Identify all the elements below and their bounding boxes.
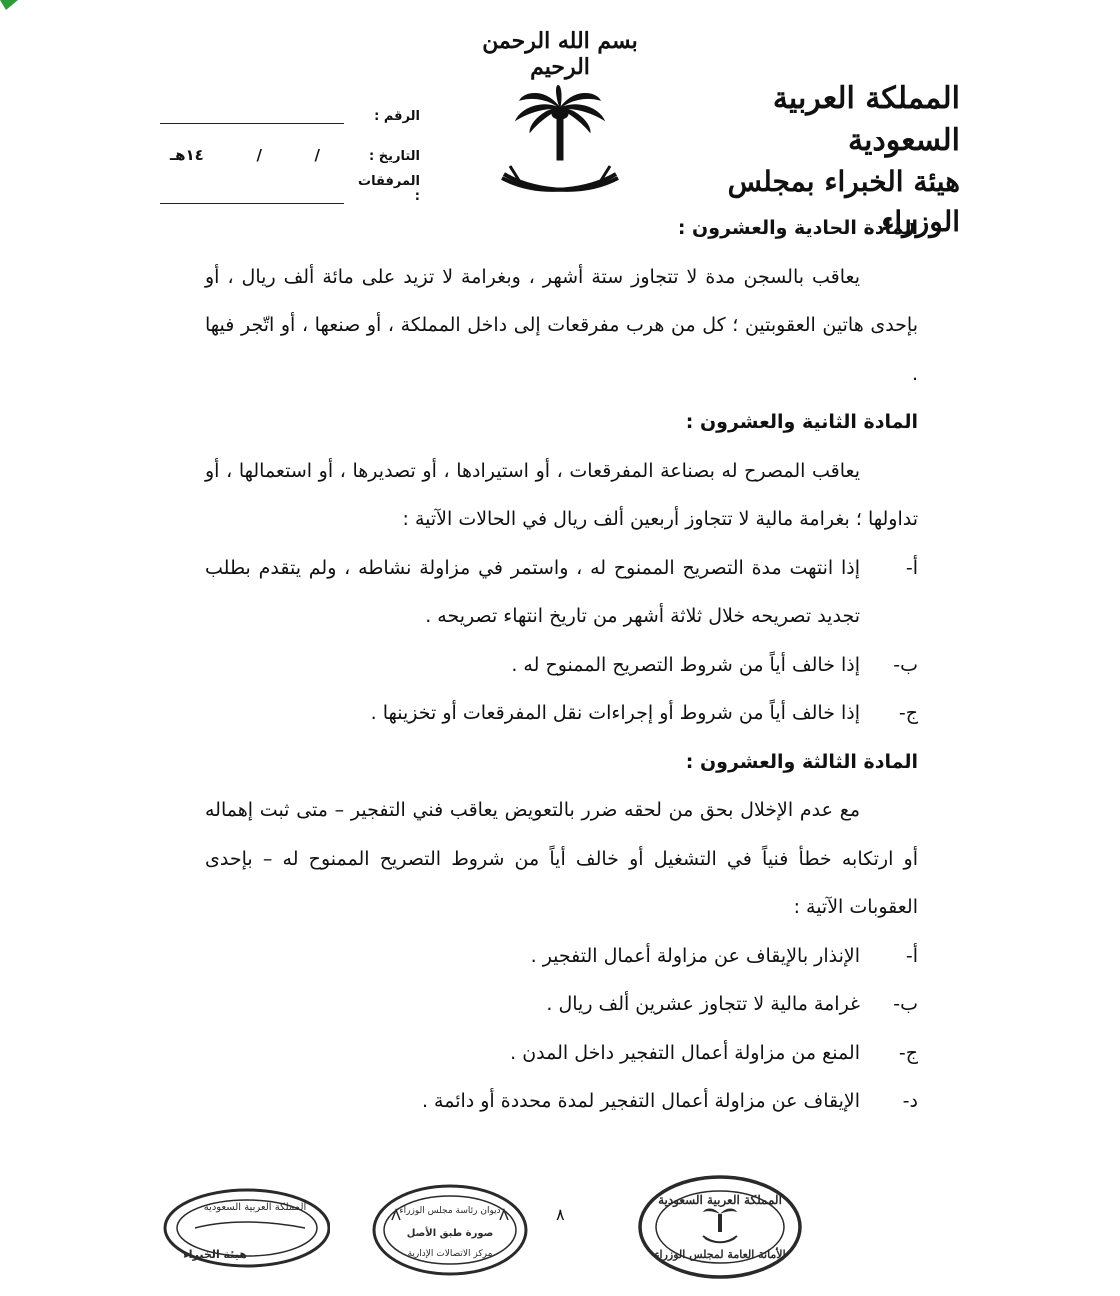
article-23-title: المادة الثالثة والعشرون : xyxy=(685,750,918,773)
article-22-text: يعاقب المصرح له بصناعة المفرقعات ، أو استيرادها ، أو تصديرها ، أو استعمالها ، أو تداولها ؛ بغرامة مالية لا تتجاوز أربعين ألف ريال في الحالات الآتية : xyxy=(205,459,918,530)
list-item xyxy=(205,932,918,981)
svg-text:ديوان رئاسة مجلس الوزراء: ديوان رئاسة مجلس الوزراء xyxy=(399,1206,501,1216)
left-stamp xyxy=(155,1180,330,1270)
item-text: إذا خالف أياً من شروط التصريح الممنوح له . xyxy=(511,653,860,676)
item-text: غرامة مالية لا تتجاوز عشرين ألف ريال . xyxy=(546,993,860,1015)
reference-label: الرقم : xyxy=(374,109,420,124)
date-row xyxy=(160,124,420,164)
svg-text:الأمانة العامة لمجلس الوزراء: الأمانة العامة لمجلس الوزراء xyxy=(654,1248,786,1261)
document-body xyxy=(205,204,918,1126)
corner-mark xyxy=(0,0,18,10)
item-marker: ج- xyxy=(898,1041,918,1064)
item-marker: ب- xyxy=(893,653,918,676)
list-item xyxy=(205,1077,918,1126)
article-21-text: يعاقب بالسجن مدة لا تتجاوز ستة أشهر ، وبغرامة لا تزيد على مائة ألف ريال ، أو بإحدى هاتين العقوبتين ؛ كل من هرب مفرقعات إلى داخل المملكة ، أو صنعها ، أو اتّجر فيها . xyxy=(205,265,918,385)
reference-line xyxy=(160,107,344,124)
item-marker: أ- xyxy=(905,556,918,579)
attachments-row xyxy=(160,164,420,204)
reference-row xyxy=(160,84,420,124)
svg-text:المملكة العربية السعودية: المملكة العربية السعودية xyxy=(658,1193,782,1207)
basmala: بسم الله الرحمن الرحيم xyxy=(482,28,638,80)
list-item xyxy=(205,641,918,690)
reference-block xyxy=(160,84,420,204)
date-sep: / xyxy=(314,146,320,164)
item-marker: ج- xyxy=(898,702,918,724)
page-number: ٨ xyxy=(556,1205,565,1224)
list-item xyxy=(205,980,918,1029)
svg-text:هيئة الخبراء: هيئة الخبراء xyxy=(183,1248,247,1261)
item-marker: أ- xyxy=(905,944,918,967)
item-text: الإنذار بالإيقاف عن مزاولة أعمال التفجير . xyxy=(530,944,860,967)
list-item xyxy=(205,544,918,641)
attachments-line xyxy=(160,187,344,204)
list-item xyxy=(205,689,918,738)
date-field xyxy=(160,146,350,164)
right-stamp xyxy=(635,1172,805,1282)
svg-text:صورة طبق الأصل: صورة طبق الأصل xyxy=(406,1228,494,1239)
item-marker: د- xyxy=(902,1090,918,1112)
palm-swords-emblem-icon xyxy=(490,78,630,208)
svg-text:مركز الاتصالات الإدارية: مركز الاتصالات الإدارية xyxy=(407,1249,493,1259)
item-text: المنع من مزاولة أعمال التفجير داخل المدن . xyxy=(510,1041,860,1064)
item-text: الإيقاف عن مزاولة أعمال التفجير لمدة محددة أو دائمة . xyxy=(421,1090,860,1112)
date-label: التاريخ : xyxy=(369,149,420,164)
list-item xyxy=(205,1029,918,1078)
attachments-label: المرفقات : xyxy=(358,174,420,204)
org-subname: هيئة الخبراء بمجلس الوزراء xyxy=(727,165,960,238)
date-sep: / xyxy=(256,146,262,164)
article-21-title: المادة الحادية والعشرون : xyxy=(677,217,918,239)
center-stamp xyxy=(370,1180,530,1280)
item-text: إذا انتهت مدة التصريح الممنوح له ، واستمر في مزاولة نشاطه ، ولم يتقدم بطلب تجديد تصريحه خلال ثلاثة أشهر من تاريخ انتهاء تصريحه . xyxy=(205,556,860,627)
date-suffix: ١٤هـ xyxy=(170,146,204,164)
item-text: إذا خالف أياً من شروط أو إجراءات نقل المفرقعات أو تخزينها . xyxy=(370,702,860,724)
item-marker: ب- xyxy=(893,993,918,1015)
org-name: المملكة العربية السعودية xyxy=(772,81,960,158)
article-22-title: المادة الثانية والعشرون : xyxy=(685,411,918,433)
svg-text:المملكة العربية السعودية: المملكة العربية السعودية xyxy=(203,1202,307,1213)
article-23-text: مع عدم الإخلال بحق من لحقه ضرر بالتعويض يعاقب فني التفجير – متى ثبت إهماله أو ارتكابه خطأ فنياً في التشغيل أو خالف أياً من شروط التصريح الممنوح له – بإحدى العقوبات الآتية : xyxy=(205,799,918,918)
